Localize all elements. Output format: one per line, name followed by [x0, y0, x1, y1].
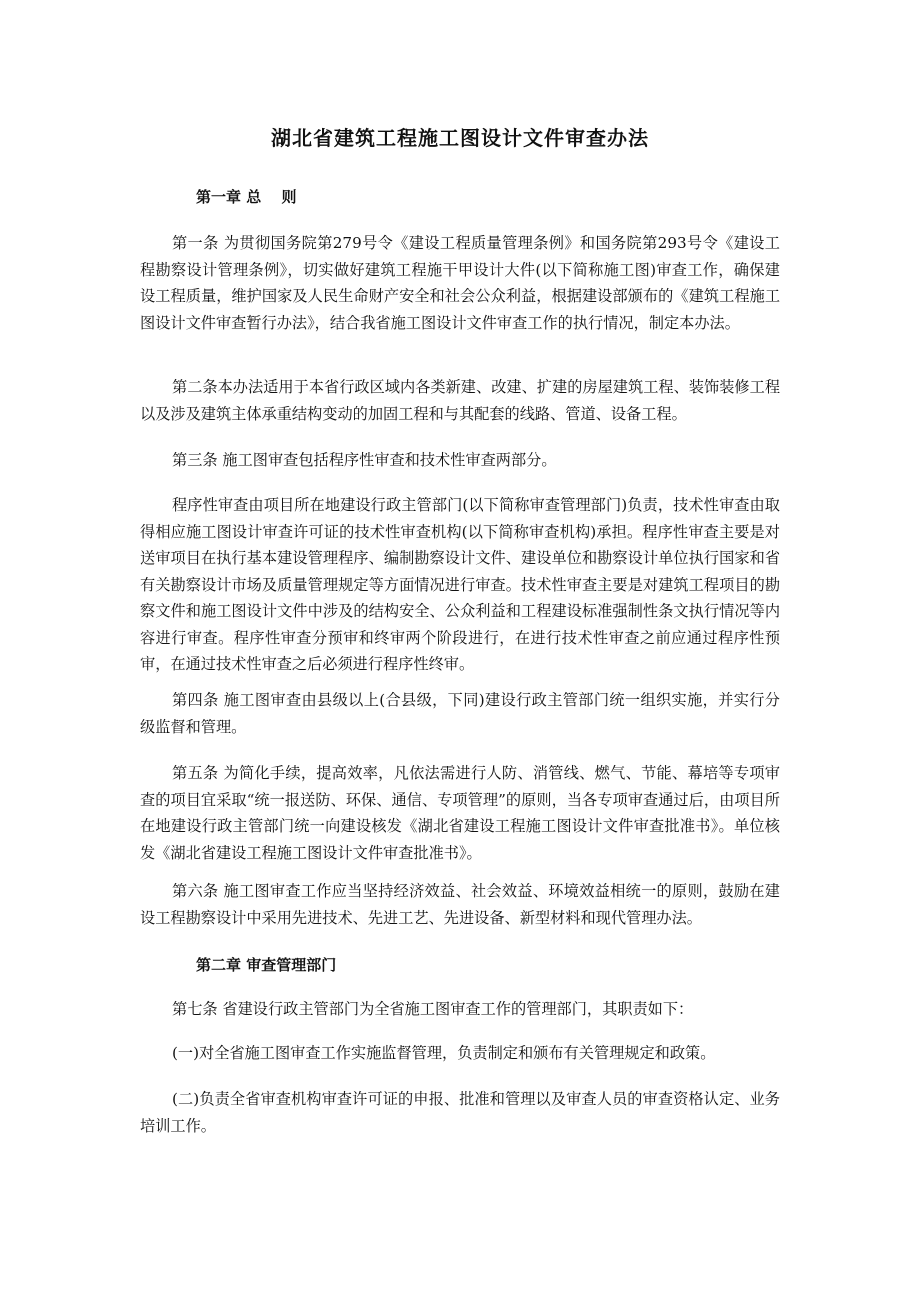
article-3-detail: 程序性审查由项目所在地建设行政主管部门(以下简称审查管理部门)负责，技术性审查由取得相应施工图设计审查许可证的技术性审查机构(以下简称审查机构)承担。程序性审查主要是对送审项目在执行基本建设管理程序、编制勘察设计文件、建设单位和勘察设计单位执行国家和省有关勘察设计市场及质量管理规定等方面情况进行审查。技术性审查主要是对建筑工程项目的勘察文件和施工图设计文件中涉及的结构安全、公众利益和工程建设标准强制性条文执行情况等内容进行审查。程序性审查分预审和终审两个阶段进行，在进行技术性审查之前应通过程序性预审，在通过技术性审查之后必须进行程序性终审。: [140, 496, 780, 673]
chapter-2-heading: 第二章 审查管理部门: [196, 956, 337, 974]
article-5: 第五条 为简化手续，提高效率，凡依法需进行人防、消管线、燃气、节能、幕培等专项审查的项目宜采取“统一报送防、环保、通信、专项管理”的原则，当各专项审查通过后，由项目所在地建设行政主管部门统一向建设核发《湖北省建设工程施工图设计文件审查批准书》。单位核发《湖北省建设工程施工图设计文件审查批准书》。: [140, 764, 780, 862]
article-3: 第三条 施工图审查包括程序性审查和技术性审查两部分。: [172, 451, 557, 469]
article-2: 第二条本办法适用于本省行政区域内各类新建、改建、扩建的房屋建筑工程、装饰装修工程以及涉及建筑主体承重结构变动的加固工程和与其配套的线路、管道、设备工程。: [140, 378, 780, 423]
article-7: 第七条 省建设行政主管部门为全省施工图审查工作的管理部门，其职责如下：: [172, 1000, 694, 1018]
article-7-item-1: (一)对全省施工图审查工作实施监督管理，负责制定和颁布有关管理规定和政策。: [172, 1044, 716, 1062]
chapter-1-heading: 第一章 总 则: [196, 188, 297, 206]
document-title: 湖北省建筑工程施工图设计文件审查办法: [271, 126, 649, 150]
article-1: 第一条 为贯彻国务院第279号令《建设工程质量管理条例》和国务院第293号令《建设工程勘察设计管理条例》，切实做好建筑工程施干甲设计大件(以下简称施工图)审查工作，确保建设工程质量，维护国家及人民生命财产安全和社会公众利益，根据建设部颁布的《建筑工程施工图设计文件审查暂行办法》，结合我省施工图设计文件审查工作的执行情况，制定本办法。: [140, 234, 780, 332]
article-6: 第六条 施工图审查工作应当坚持经济效益、社会效益、环境效益相统一的原则，鼓励在建设工程勘察设计中采用先进技术、先进工艺、先进设备、新型材料和现代管理办法。: [140, 882, 780, 927]
article-7-item-2: (二)负责全省审查机构审查许可证的申报、批准和管理以及审查人员的审查资格认定、业务培训工作。: [140, 1090, 780, 1135]
article-4: 第四条 施工图审查由县级以上(合县级，下同)建设行政主管部门统一组织实施，并实行分级监督和管理。: [140, 691, 780, 736]
